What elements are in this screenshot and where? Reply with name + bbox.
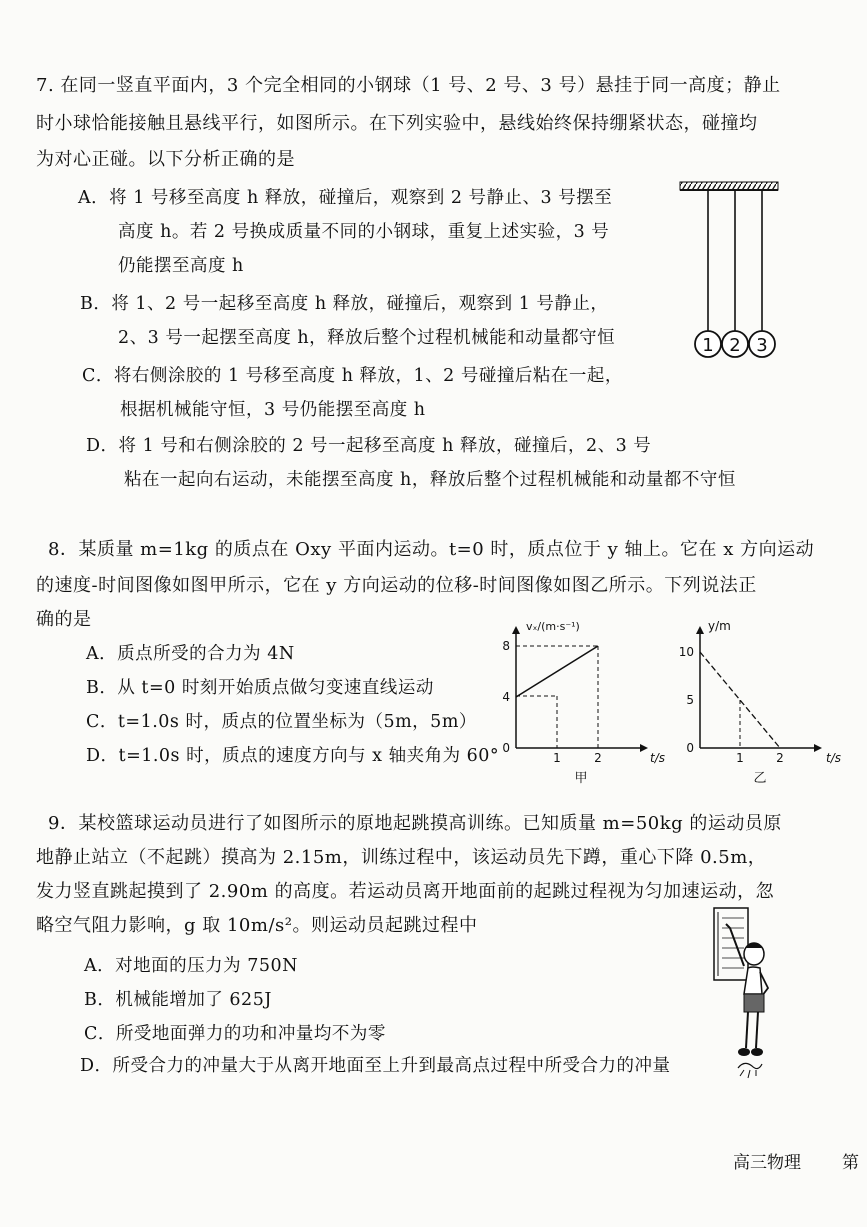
graph-vx-t-caption: 甲 [574,771,588,786]
graph-vx-t-xtick-1: 1 [553,751,561,765]
pendulum-figure [676,176,786,366]
q8-stem-line-2: 的速度-时间图像如图甲所示，它在 y 方向运动的位移-时间图像如图乙所示。下列说法正 [36,575,757,596]
q8-option-d: D．t=1.0s 时，质点的速度方向与 x 轴夹角为 60° [86,746,500,766]
q9-option-b: B．机械能增加了 625J [84,990,272,1010]
q9-option-a: A．对地面的压力为 750N [84,956,298,976]
q7-option-b-line-2: 2、3 号一起摆至高度 h，释放后整个过程机械能和动量都守恒 [118,328,616,348]
graph-y-t-origin: 0 [686,741,694,755]
q9-option-c: C．所受地面弹力的功和冲量均不为零 [84,1024,386,1044]
q9-stem-line-4: 略空气阻力影响，g 取 10m/s²。则运动员起跳过程中 [36,915,478,936]
graph-vx-t-xtick-2: 2 [594,751,602,765]
ball-2-label: 2 [729,335,741,356]
q9-option-d: D．所受合力的冲量大于从离开地面至上升到最高点过程中所受合力的冲量 [80,1056,671,1076]
q8-stem-line-1: 8．某质量 m=1kg 的质点在 Oxy 平面内运动。t=0 时，质点位于 y 轴上。它在 x 方向运动 [48,539,815,560]
ball-2 [722,331,748,357]
ball-1 [695,331,721,357]
graph-vx-t-ytick-8: 8 [502,639,510,653]
q7-option-b-line-1: B．将 1、2 号一起移至高度 h 释放，碰撞后，观察到 1 号静止， [80,294,609,314]
q9-stem-line-2: 地静止站立（不起跳）摸高为 2.15m，训练过程中，该运动员先下蹲，重心下降 0.5m， [36,847,767,868]
graph-y-t-ylabel: y/m [708,619,731,633]
graph-y-t-xlabel: t/s [826,751,841,765]
q8-stem-line-3: 确的是 [36,609,92,630]
q7-option-c-line-1: C．将右侧涂胶的 1 号移至高度 h 释放，1、2 号碰撞后粘在一起， [82,366,623,386]
graph-vx-t-xlabel: t/s [650,751,665,765]
q7-option-c-line-2: 根据机械能守恒，3 号仍能摆至高度 h [120,400,426,420]
footer-subject: 高三物理 [733,1153,801,1173]
q7-option-a-line-2: 高度 h。若 2 号换成质量不同的小钢球，重复上述实验，3 号 [118,222,610,242]
graph-vx-t-ylabel: vₓ/(m·s⁻¹) [526,620,580,633]
ball-3 [749,331,775,357]
graph-y-t [670,616,850,786]
graph-y-t-xtick-1: 1 [736,751,744,765]
q8-option-b: B．从 t=0 时刻开始质点做匀变速直线运动 [86,678,434,698]
q7-option-d-line-1: D．将 1 号和右侧涂胶的 2 号一起移至高度 h 释放，碰撞后，2、3 号 [86,436,652,456]
q7-option-a-line-1: A．将 1 号移至高度 h 释放，碰撞后，观察到 2 号静止、3 号摆至 [78,188,613,208]
q8-option-c: C．t=1.0s 时，质点的位置坐标为（5m，5m） [86,712,477,732]
q7-option-d-line-2: 粘在一起向右运动，未能摆至高度 h，释放后整个过程机械能和动量都不守恒 [124,470,736,490]
q9-stem-line-3: 发力竖直跳起摸到了 2.90m 的高度。若运动员离开地面前的起跳过程视为匀加速运动，忽 [36,881,775,902]
graph-y-t-caption: 乙 [753,771,767,786]
graph-vx-t-origin: 0 [502,741,510,755]
q7-option-a-line-3: 仍能摆至高度 h [118,256,244,276]
graph-vx-t-ytick-4: 4 [502,690,510,704]
ball-3-label: 3 [756,335,768,356]
q7-stem-line-2: 时小球恰能接触且悬线平行，如图所示。在下列实验中，悬线始终保持绷紧状态，碰撞均 [36,113,758,134]
graph-y-t-ytick-10: 10 [678,645,694,659]
graph-vx-t [486,616,676,786]
q8-option-a: A．质点所受的合力为 4N [86,644,295,664]
ball-1-label: 1 [702,335,714,356]
graph-y-t-ytick-5: 5 [686,693,694,707]
jumping-player-figure [700,898,790,1098]
graph-y-t-xtick-2: 2 [776,751,784,765]
q7-stem-line-3: 为对心正碰。以下分析正确的是 [36,149,295,170]
footer-page: 第 [842,1153,859,1173]
q9-stem-line-1: 9．某校篮球运动员进行了如图所示的原地起跳摸高训练。已知质量 m=50kg 的运动员原 [48,813,782,834]
q7-stem-line-1: 7. 在同一竖直平面内，3 个完全相同的小钢球（1 号、2 号、3 号）悬挂于同一高度；静止 [36,75,781,96]
